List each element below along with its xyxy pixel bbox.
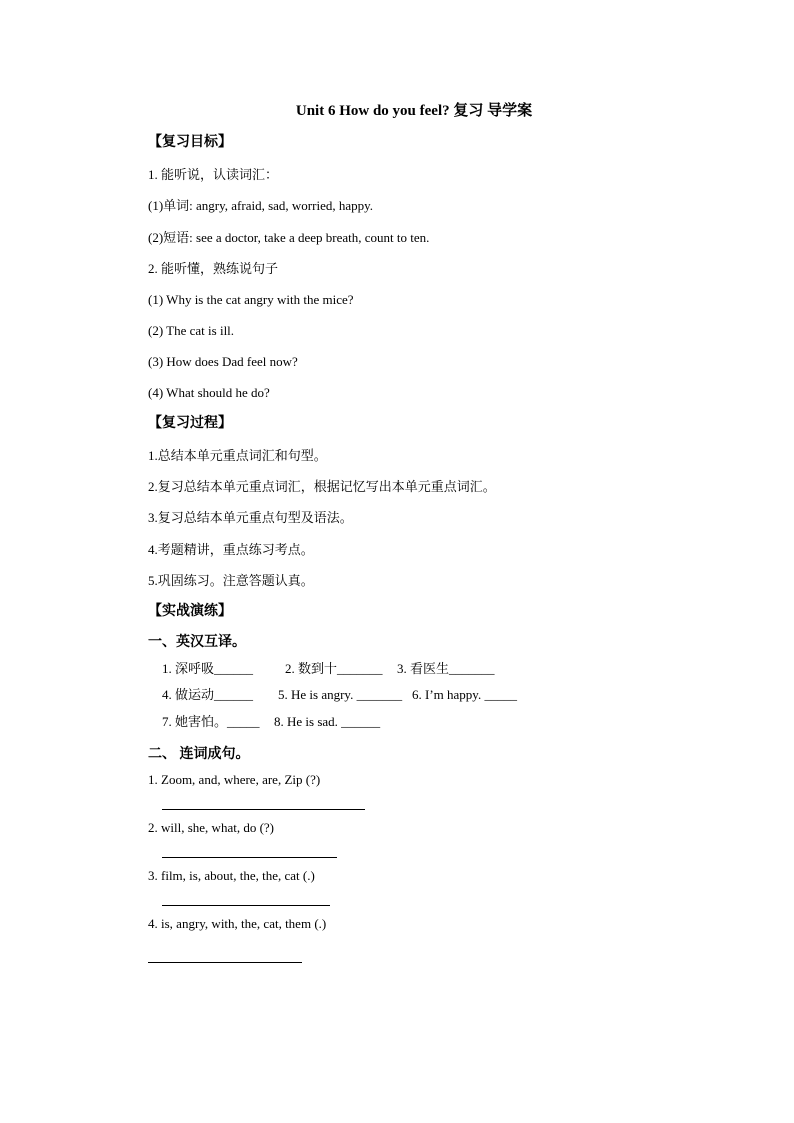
process-heading: 【复习过程】 bbox=[148, 416, 232, 431]
sentence-task: 3. film, is, about, the, the, cat (.) bbox=[148, 868, 315, 883]
goal-item-2: 2. 能听懂，熟练说句子 bbox=[148, 261, 279, 276]
goal-item-1: 1. 能听说，认读词汇： bbox=[148, 167, 279, 182]
sentence-task: 4. is, angry, with, the, cat, them (.) bbox=[148, 916, 327, 931]
process-step: 1.总结本单元重点词汇和句型。 bbox=[148, 448, 327, 463]
sentence-item: (1) Why is the cat angry with the mice? bbox=[148, 292, 354, 307]
page-title: Unit 6 How do you feel? 复习 导学案 bbox=[295, 103, 533, 119]
process-step: 3.复习总结本单元重点句型及语法。 bbox=[148, 510, 353, 525]
translation-item: 6. I’m happy. _____ bbox=[412, 687, 517, 702]
goals-heading: 【复习目标】 bbox=[148, 135, 232, 150]
section1-title: 一、英汉互译。 bbox=[148, 635, 246, 650]
answer-line[interactable] bbox=[162, 809, 365, 810]
translation-item: 2. 数到十_______ bbox=[285, 661, 383, 676]
sentence-item: (3) How does Dad feel now? bbox=[148, 354, 298, 369]
translation-item: 4. 做运动______ bbox=[162, 687, 254, 702]
process-step: 5.巩固练习。注意答题认真。 bbox=[148, 573, 314, 588]
answer-line[interactable] bbox=[162, 905, 330, 906]
translation-item: 7. 她害怕。_____ bbox=[162, 714, 260, 729]
translation-item: 1. 深呼吸______ bbox=[162, 661, 254, 676]
sentence-task: 2. will, she, what, do (?) bbox=[148, 820, 275, 835]
sentence-item: (2) The cat is ill. bbox=[148, 323, 235, 338]
process-step: 2.复习总结本单元重点词汇，根据记忆写出本单元重点词汇。 bbox=[148, 479, 496, 494]
process-step: 4.考题精讲，重点练习考点。 bbox=[148, 542, 314, 557]
sentence-task: 1. Zoom, and, where, are, Zip (?) bbox=[148, 772, 321, 787]
translation-item: 5. He is angry. _______ bbox=[278, 687, 403, 702]
translation-item: 8. He is sad. ______ bbox=[274, 714, 381, 729]
answer-line[interactable] bbox=[148, 962, 302, 963]
practice-heading: 【实战演练】 bbox=[148, 604, 232, 619]
translation-item: 3. 看医生_______ bbox=[397, 661, 495, 676]
sentence-item: (4) What should he do? bbox=[148, 385, 270, 400]
section2-title: 二、 连词成句。 bbox=[148, 747, 250, 762]
vocabulary-words: (1)单词: angry, afraid, sad, worried, happy. bbox=[148, 198, 374, 213]
vocabulary-phrases: (2)短语: see a doctor, take a deep breath, count to ten. bbox=[148, 230, 430, 245]
answer-line[interactable] bbox=[162, 857, 337, 858]
